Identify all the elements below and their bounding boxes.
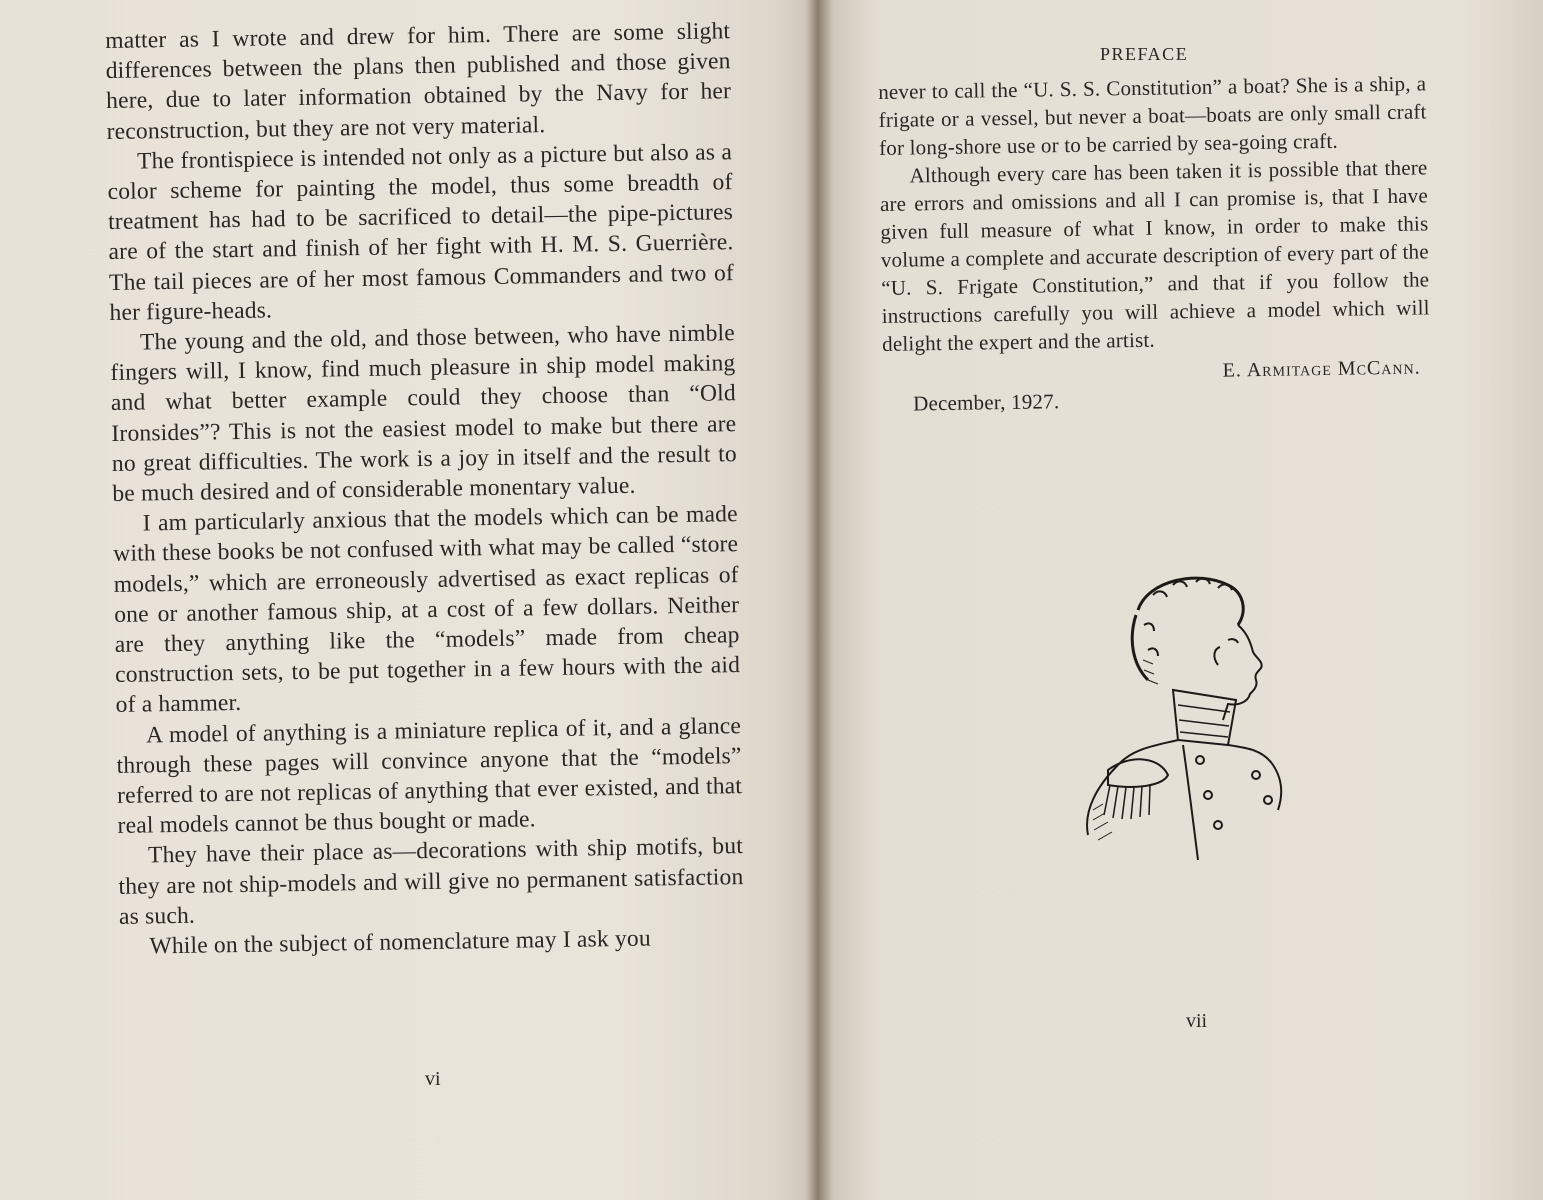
preface-date: December, 1927. xyxy=(912,389,1060,416)
right-page xyxy=(830,0,1543,1200)
page-number-right: vii xyxy=(1186,1010,1208,1032)
paragraph: I am particularly anxious that the models which can be made with these books be not confused with what may be called “store models,” which are erroneously advertised as exact replicas of one or another famous ship, at a cost of a few dollars. Neither are they anything like the “models” made from cheap construction sets, to be put together in a few hours with the aid of a hammer. xyxy=(113,501,741,719)
paragraph: The young and the old, and those between, who have nimble fingers will, I know, find much pleasure in ship model making and what better example could they choose than “Old Ironsides”? This is not the easiest model to make but there are no great difficulties. The work is a joy in itself and the result to be much desired and of considerable monentary value. xyxy=(110,320,738,507)
paragraph: They have their place as—decorations with ship motifs, but they are not ship-models and will give no permanent satisfaction as such. xyxy=(118,833,744,930)
page-number-left: vi xyxy=(425,1068,441,1090)
paragraph: never to call the “U. S. S. Constitution” a boat? She is a ship, a frigate or a vessel, but never a boat—boats are only small craft for long-shore use or to be carried by sea-going craft. xyxy=(878,71,1427,160)
commodore-portrait-illustration xyxy=(1078,570,1308,870)
paragraph: The frontispiece is intended not only as a picture but also as a color scheme for painting the model, thus some breadth of treatment has had to be sacrificed to detail—the pipe-pictures are of the start and finish of her fight with H. M. S. Guerrière. The tail pieces are of her most famous Commanders and two of her figure-heads. xyxy=(107,138,735,326)
paragraph: While on the subject of nomenclature may I ask you xyxy=(149,925,651,960)
right-page-text xyxy=(878,69,1431,418)
running-head: PREFACE xyxy=(1100,44,1189,64)
left-page-text xyxy=(105,16,745,962)
paragraph: Although every care has been taken it is possible that there are errors and omissions and all I can promise is, that I have given full measure of what I know, in order to make this volume a complete and accurate description of every part of the “U. S. Frigate Constitution,” and that if you follow the instructions carefully you will achieve a model which will delight the expert and the artist. xyxy=(879,155,1430,356)
paragraph: A model of anything is a miniature replica of it, and a glance through these pages will convince anyone that the “models” referred to are not replicas of anything that ever existed, and that real models cannot be thus bought or made. xyxy=(116,712,743,840)
author-signature: E. Armitage McCann. xyxy=(1222,356,1421,382)
paragraph: matter as I wrote and drew for him. There are some slight differences between the plans then published and those given here, due to later information obtained by the Navy for her reconstruction, but they are not very material. xyxy=(105,18,732,145)
